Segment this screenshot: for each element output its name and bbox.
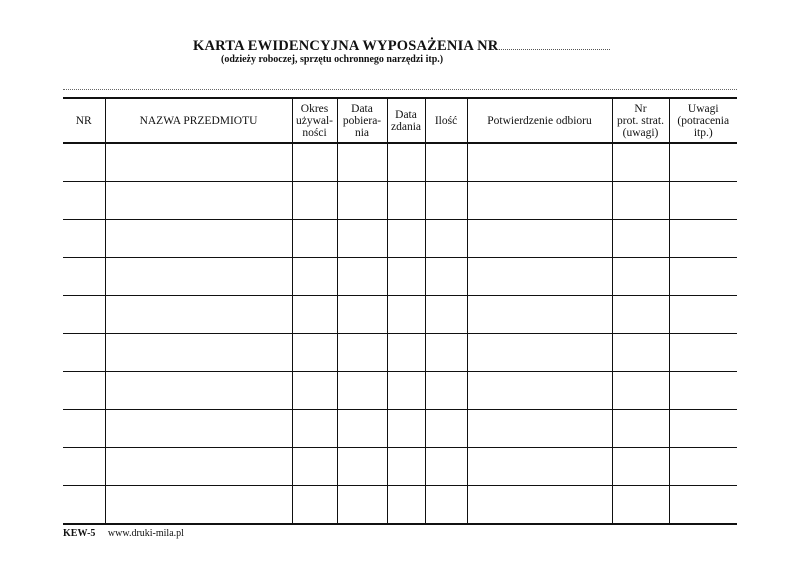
form-title: KARTA EWIDENCYJNA WYPOSAŻENIA NR	[193, 38, 499, 54]
table-cell[interactable]	[467, 296, 612, 334]
table-cell[interactable]	[105, 182, 292, 220]
table-cell[interactable]	[467, 258, 612, 296]
table-cell[interactable]	[63, 258, 105, 296]
table-cell[interactable]	[337, 334, 387, 372]
column-header-text: nia	[354, 126, 370, 139]
table-cell[interactable]	[612, 486, 669, 525]
table-cell[interactable]	[669, 220, 737, 258]
table-cell[interactable]	[337, 372, 387, 410]
column-header-text: Ilość	[434, 114, 458, 127]
table-cell[interactable]	[387, 182, 425, 220]
table-cell[interactable]	[425, 220, 467, 258]
col-header-item-name	[105, 98, 292, 143]
table-cell[interactable]	[292, 182, 337, 220]
table-cell[interactable]	[467, 486, 612, 525]
table-cell[interactable]	[337, 410, 387, 448]
table-cell[interactable]	[387, 448, 425, 486]
table-row	[63, 258, 737, 296]
table-cell[interactable]	[337, 220, 387, 258]
table-cell[interactable]	[63, 410, 105, 448]
table-cell[interactable]	[387, 486, 425, 525]
table-cell[interactable]	[669, 296, 737, 334]
table-cell[interactable]	[612, 334, 669, 372]
footer	[63, 528, 184, 539]
table-cell[interactable]	[292, 410, 337, 448]
table-cell[interactable]	[387, 143, 425, 182]
column-header-text: NAZWA PRZEDMIOTU	[139, 114, 258, 127]
table-cell[interactable]	[612, 448, 669, 486]
table-cell[interactable]	[467, 448, 612, 486]
table-row	[63, 143, 737, 182]
table-cell[interactable]	[425, 143, 467, 182]
col-header-receipt-confirmation	[467, 98, 612, 143]
table-cell[interactable]	[105, 486, 292, 525]
table-cell[interactable]	[387, 220, 425, 258]
col-header-issue-date	[337, 98, 387, 143]
table-cell[interactable]	[612, 258, 669, 296]
col-header-return-date	[387, 98, 425, 143]
column-header-text: (potracenia	[677, 114, 730, 127]
column-header-text: Data	[351, 102, 373, 115]
table-cell[interactable]	[63, 334, 105, 372]
table-cell[interactable]	[337, 486, 387, 525]
column-header-text: Uwagi	[687, 102, 719, 115]
table-cell[interactable]	[105, 143, 292, 182]
table-cell[interactable]	[63, 220, 105, 258]
table-cell[interactable]	[467, 220, 612, 258]
table-cell[interactable]	[669, 143, 737, 182]
table-cell[interactable]	[105, 296, 292, 334]
table-cell[interactable]	[669, 448, 737, 486]
form-subtitle: (odzieży roboczej, sprzętu ochronnego narzędzi itp.)	[221, 54, 444, 65]
table-cell[interactable]	[63, 448, 105, 486]
table-cell[interactable]	[425, 448, 467, 486]
table-cell[interactable]	[425, 486, 467, 525]
table-cell[interactable]	[292, 486, 337, 525]
table-row	[63, 334, 737, 372]
table-cell[interactable]	[63, 182, 105, 220]
table-row	[63, 448, 737, 486]
table-row	[63, 486, 737, 525]
col-header-nr	[63, 98, 105, 143]
table-cell[interactable]	[337, 143, 387, 182]
table-cell[interactable]	[292, 143, 337, 182]
table-cell[interactable]	[105, 334, 292, 372]
table-cell[interactable]	[387, 258, 425, 296]
table-cell[interactable]	[387, 410, 425, 448]
col-header-loss-report-no	[612, 98, 669, 143]
table-cell[interactable]	[337, 258, 387, 296]
table-cell[interactable]	[612, 182, 669, 220]
table-cell[interactable]	[105, 372, 292, 410]
table-cell[interactable]	[63, 143, 105, 182]
table-cell[interactable]	[292, 296, 337, 334]
table-cell[interactable]	[105, 448, 292, 486]
dotted-divider	[63, 89, 737, 90]
table-row	[63, 182, 737, 220]
publisher-website: www.druki-mila.pl	[107, 528, 184, 539]
table-cell[interactable]	[337, 296, 387, 334]
table-cell[interactable]	[669, 182, 737, 220]
table-cell[interactable]	[63, 296, 105, 334]
table-cell[interactable]	[467, 334, 612, 372]
table-cell[interactable]	[425, 410, 467, 448]
table-row	[63, 220, 737, 258]
table-row	[63, 372, 737, 410]
column-header-text: Nr	[634, 102, 647, 115]
table-cell[interactable]	[467, 182, 612, 220]
table-cell[interactable]	[669, 372, 737, 410]
table-cell[interactable]	[105, 220, 292, 258]
col-header-remarks	[669, 98, 737, 143]
table-cell[interactable]	[105, 410, 292, 448]
form-code: KEW-5	[63, 528, 96, 539]
table-cell[interactable]	[467, 410, 612, 448]
table-cell[interactable]	[612, 372, 669, 410]
table-cell[interactable]	[612, 220, 669, 258]
column-header-text: prot. strat.	[617, 114, 664, 127]
table-cell[interactable]	[612, 410, 669, 448]
table-cell[interactable]	[612, 143, 669, 182]
header-row	[63, 98, 737, 143]
table-cell[interactable]	[467, 372, 612, 410]
table-cell[interactable]	[292, 448, 337, 486]
column-header-text: Okres	[300, 102, 329, 115]
table-cell[interactable]	[337, 448, 387, 486]
table-cell[interactable]	[292, 220, 337, 258]
table-cell[interactable]	[63, 486, 105, 525]
column-header-text: ności	[302, 126, 327, 139]
col-header-usage-period	[292, 98, 337, 143]
table-cell[interactable]	[63, 372, 105, 410]
table-cell[interactable]	[425, 182, 467, 220]
table-cell[interactable]	[105, 258, 292, 296]
table-cell[interactable]	[612, 296, 669, 334]
column-header-text: pobiera-	[342, 114, 382, 127]
column-header-text: NR	[75, 114, 92, 127]
table-cell[interactable]	[292, 372, 337, 410]
table-cell[interactable]	[425, 258, 467, 296]
table-row	[63, 410, 737, 448]
table-cell[interactable]	[337, 182, 387, 220]
table-cell[interactable]	[467, 143, 612, 182]
table-cell[interactable]	[387, 334, 425, 372]
table-cell[interactable]	[425, 296, 467, 334]
form-number-field[interactable]	[492, 49, 610, 50]
table-cell[interactable]	[425, 372, 467, 410]
table-row	[63, 296, 737, 334]
column-header-text: zdania	[390, 120, 421, 133]
table-cell[interactable]	[292, 258, 337, 296]
column-header-text: Data	[395, 108, 417, 121]
column-header-text: itp.)	[693, 126, 713, 139]
table-cell[interactable]	[669, 410, 737, 448]
table-cell[interactable]	[669, 258, 737, 296]
table-cell[interactable]	[425, 334, 467, 372]
column-header-text: używal-	[295, 114, 334, 127]
table-body	[63, 143, 737, 524]
equipment-table	[63, 97, 737, 525]
column-header-text: Potwierdzenie odbioru	[487, 114, 592, 127]
table-cell[interactable]	[669, 486, 737, 525]
col-header-quantity	[425, 98, 467, 143]
table-cell[interactable]	[292, 334, 337, 372]
table-cell[interactable]	[669, 334, 737, 372]
column-header-text: (uwagi)	[622, 126, 659, 139]
table-cell[interactable]	[387, 296, 425, 334]
table-cell[interactable]	[387, 372, 425, 410]
